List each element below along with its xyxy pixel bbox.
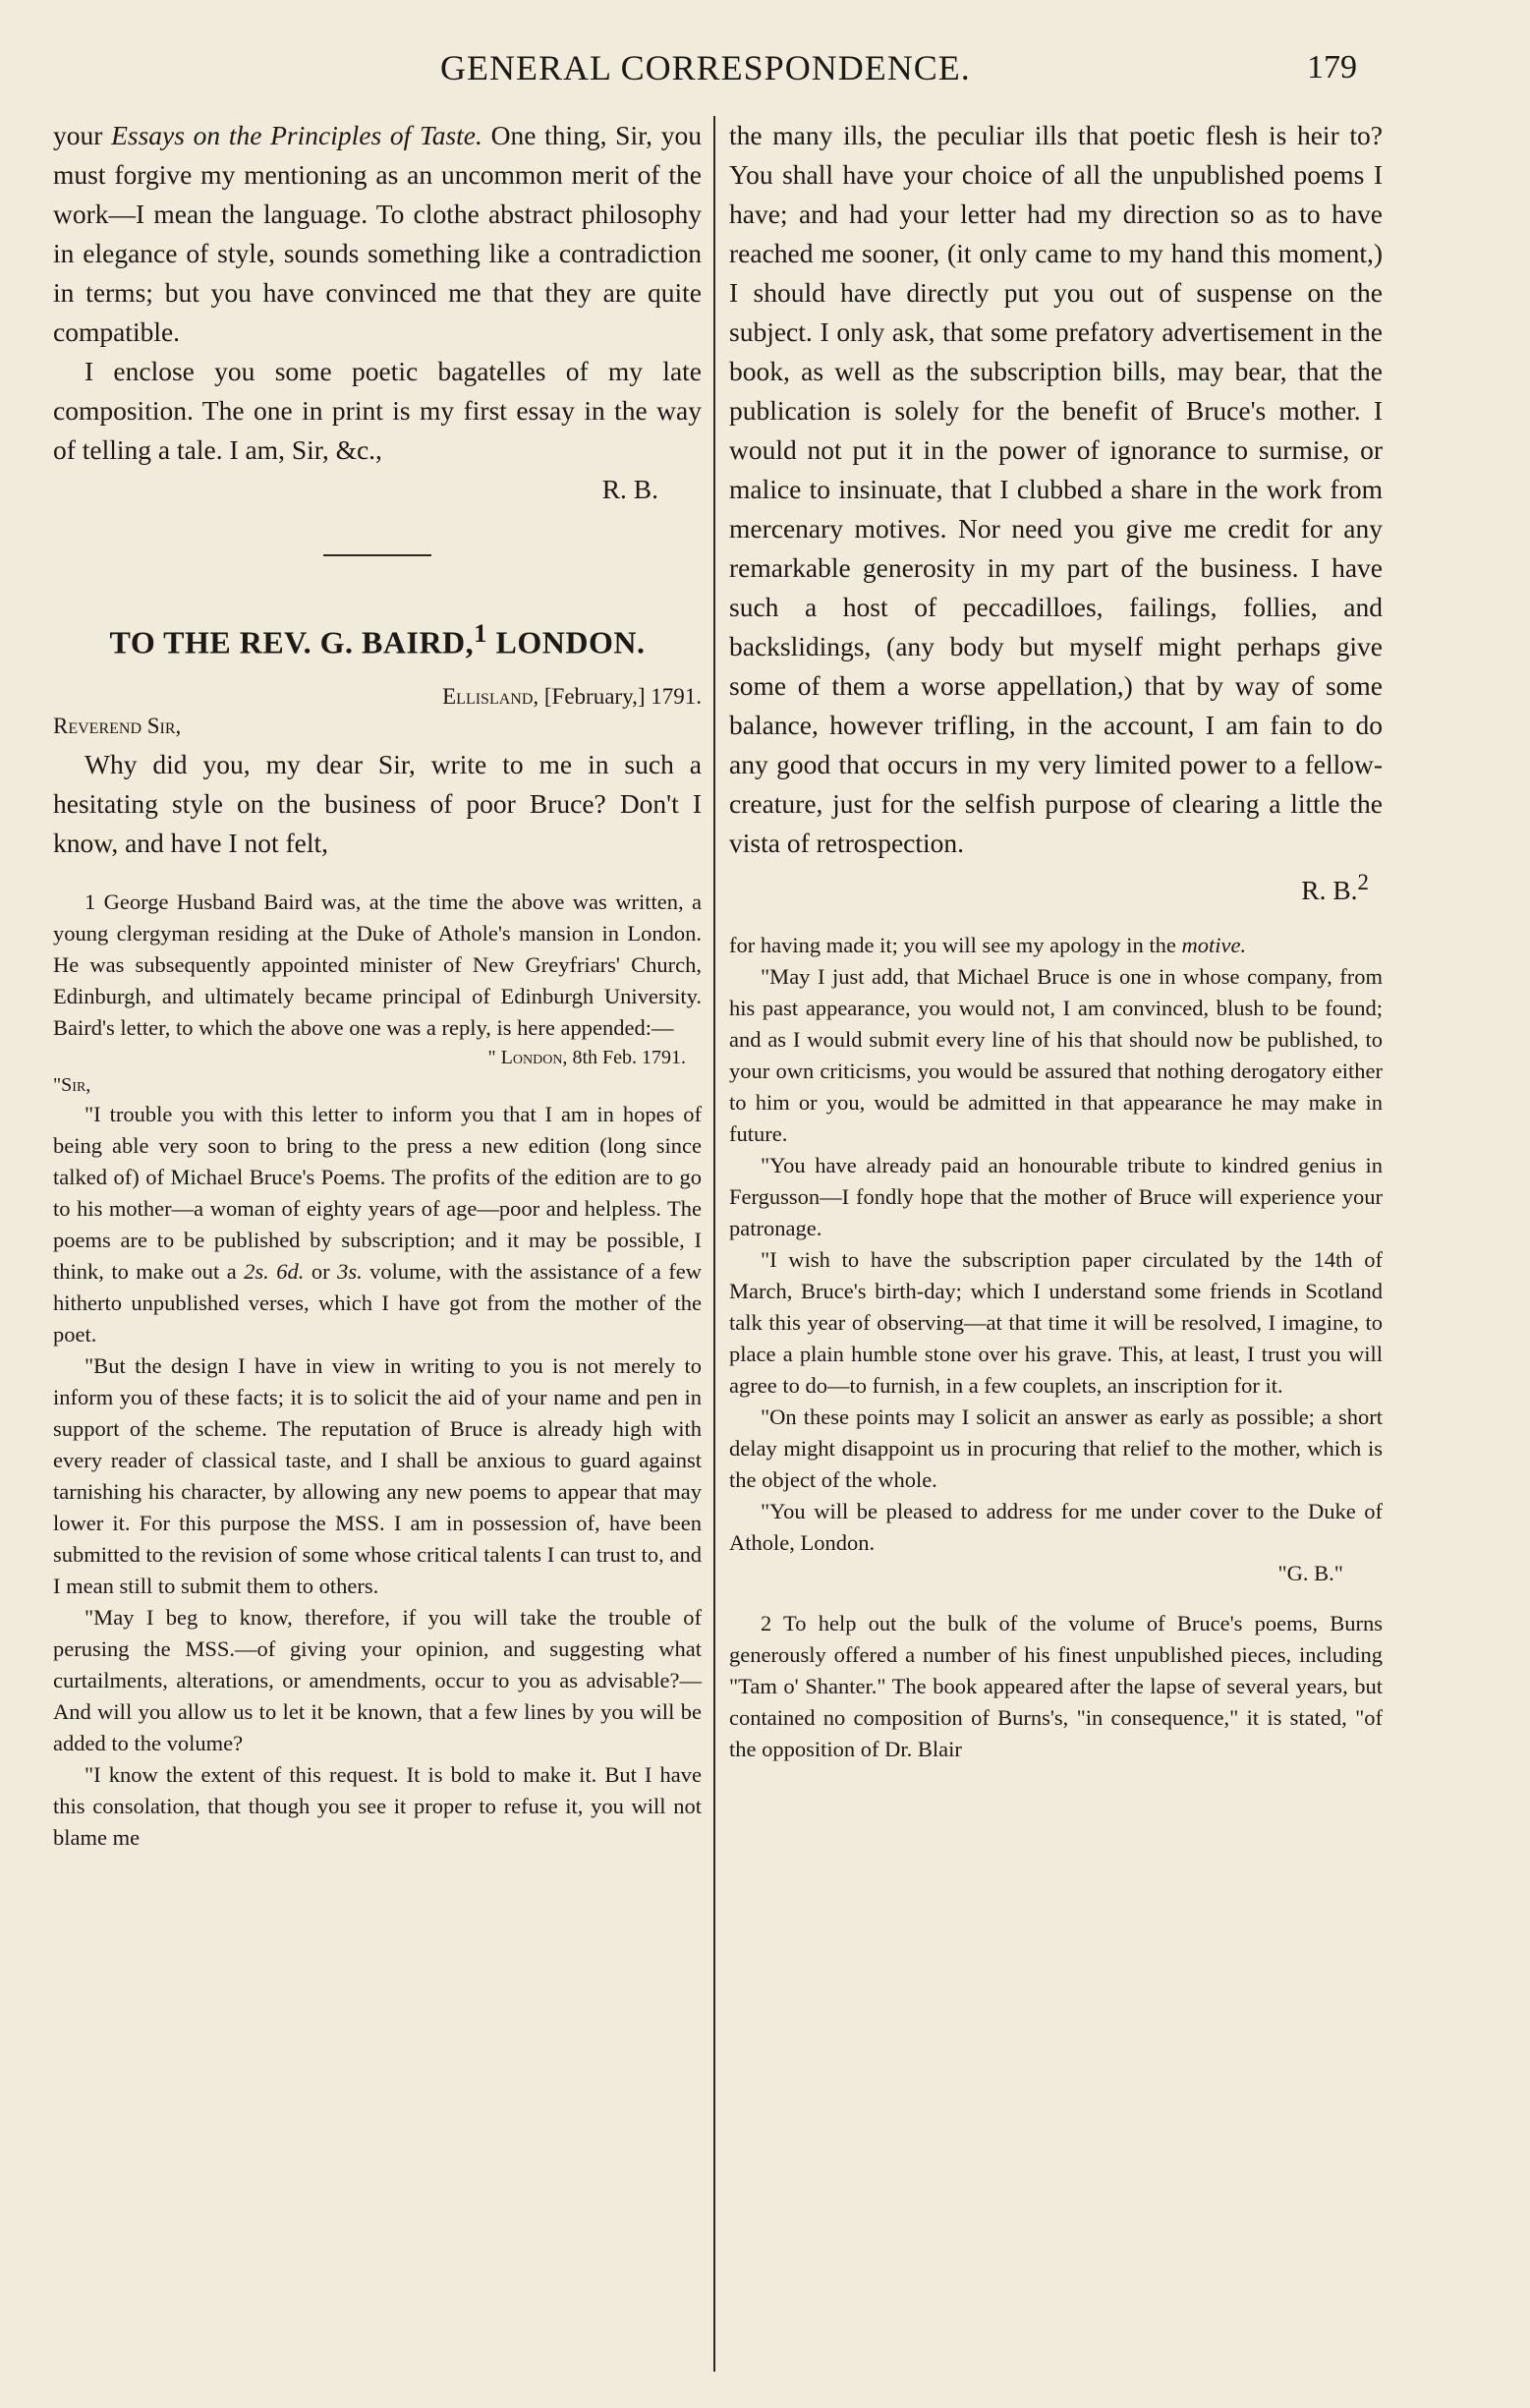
- footnote-2: 2 To help out the bulk of the volume of Bruce's poems, Burns generously offered a number of his finest unpublished pieces, including "Tam o' Shanter." The book appeared after the lapse of several years, but contained no composition of Burns's, "in consequence," it is stated, "of the opposition of Dr. Blair: [729, 1611, 1383, 1762]
- section-separator: [323, 554, 431, 556]
- letter-paragraph: the many ills, the peculiar ills that poetic flesh is heir to? You shall have your choice of all the unpublished poems I have; and had your letter had my direction so as to have reached me sooner, (it only came to my hand this moment,) I should have directly put you out of suspense on the subject. I only ask, that some prefatory advertisement in the book, as well as the subscription bills, may bear, that the publication is solely for the benefit of Bruce's mother. I would not put it in the power of ignorance to surmise, or malice to insinuate, that I clubbed a share in the work from mercenary motives. Nor need you give me credit for any remarkable generosity in my part of the business. I have such a host of peccadilloes, failings, follies, and backslidings, (any body but myself might perhaps give some of them a worse appellation,) that by way of some balance, however trifling, in the account, I am fain to do any good that occurs in my very limited power to a fellow-creature, just for the selfish purpose of clearing a little the vista of retrospection.: [729, 120, 1383, 858]
- footnote-paragraph: "May I beg to know, therefore, if you will take the trouble of perusing the MSS.—of giving your opinion, and suggesting what curtailments, alterations, or amendments, occur to you as advisable?—And will you allow us to let it be known, that a few lines by you will be added to the volume?: [53, 1604, 702, 1755]
- signature: R. B.$^2$: [1301, 870, 1369, 906]
- book-title: Essays on the Principles of Taste.: [111, 120, 482, 150]
- footnote-letter-salutation: "Sir,: [53, 1073, 91, 1096]
- footnote-paragraph: "You will be pleased to address for me under cover to the Duke of Athole, London.: [729, 1499, 1383, 1556]
- footnote-number: 2: [761, 1611, 772, 1636]
- running-header: [0, 47, 1530, 96]
- letter-paragraph: I enclose you some poetic bagatelles of my late composition. The one in print is my first essay in the way of telling a tale. I am, Sir, &c.,: [53, 356, 702, 465]
- footnote-paragraph: "But the design I have in view in writing to you is not merely to inform you of these facts; it is to solicit the aid of your name and pen in support of the scheme. The reputation of Bruce is already high with every reader of classical taste, and I shall be anxious to guard against tarnishing his character, by allowing any new poems to appear that may lower it. For this purpose the MSS. I am in possession of, have been submitted to the revision of some whose critical talents I can trust to, and I mean still to submit them to others.: [53, 1352, 702, 1598]
- footnote-continuation: for having made it; you will see my apology in the motive.: [729, 933, 1247, 958]
- footnote-paragraph: "I wish to have the subscription paper circulated by the 14th of March, Bruce's birth-day; which I understand some friends in Scotland talk this year of observing—at that time it will be resolved, I imagine, to place a plain humble stone over his grave. This, at least, I trust you will agree to do—to furnish, in a few couplets, an inscription for it.: [729, 1247, 1383, 1399]
- footnote-paragraph: "I know the extent of this request. It is bold to make it. But I have this consolation, that though you see it proper to refuse it, you will not blame me: [53, 1761, 702, 1850]
- footnote-marker: 2: [1357, 870, 1369, 894]
- left-column: [53, 116, 702, 1854]
- footnote-marker: 1: [474, 618, 487, 648]
- right-column: [729, 116, 1383, 1765]
- page-number: 179: [1307, 49, 1357, 86]
- footnote-paragraph: "May I just add, that Michael Bruce is one in whose company, from his past appearance, you would not, I am convinced, blush to be found; and as I would submit every line of his that should now be published, to your own criticisms, you would be assured that nothing derogatory either to him or you, would be admitted in that appearance he may make in future.: [729, 964, 1383, 1147]
- letter-salutation: Reverend Sir,: [53, 713, 182, 738]
- footnote-paragraph: "You have already paid an honourable tribute to kindred genius in Fergusson—I fondly hope that the mother of Bruce will experience your patronage.: [729, 1153, 1383, 1241]
- column-divider: [713, 116, 715, 2372]
- signature: R. B.: [601, 474, 658, 504]
- footnote-paragraph: "I trouble you with this letter to inform you that I am in hopes of being able very soon to bring to the press a new edition (long since talked of) of Michael Bruce's Poems. The profits of the edition are to go to his mother—a woman of eighty years of age—poor and helpless. The poems are to be published by subscription; and it may be possible, I think, to make out a 2s. 6d. or 3s. volume, with the assistance of a few hitherto unpublished verses, which I have got from the mother of the poet.: [53, 1101, 702, 1347]
- letter-place-date: Ellisland, [February,] 1791.: [442, 683, 702, 709]
- footnote-1: 1 George Husband Baird was, at the time the above was written, a young clergyman residing at the Duke of Athole's mansion in London. He was subsequently appointed minister of New Greyfriars' Church, Edinburgh, and ultimately became principal of Edinburgh University. Baird's letter, to which the above one was a reply, is here appended:—: [53, 889, 702, 1040]
- letter-heading: TO THE REV. G. BAIRD,$^1$ LONDON.: [109, 618, 646, 660]
- letter-paragraph: your Essays on the Principles of Taste. One thing, Sir, you must forgive my mentioning as an uncommon merit of the work—I mean the language. To clothe abstract philosophy in elegance of style, sounds something like a contradiction in terms; but you have convinced me that they are quite compatible.: [53, 120, 702, 347]
- footnote-letter-date: " London, 8th Feb. 1791.: [487, 1046, 686, 1068]
- footnote-number: 1: [85, 889, 96, 914]
- letter-paragraph: Why did you, my dear Sir, write to me in such a hesitating style on the business of poor Bruce? Don't I know, and have I not felt,: [53, 748, 702, 858]
- footnote-signature: "G. B.": [1277, 1561, 1343, 1586]
- page-header-title: GENERAL CORRESPONDENCE.: [440, 48, 971, 87]
- footnote-paragraph: "On these points may I solicit an answer as early as possible; a short delay might disappoint us in procuring that relief to the mother, which is the object of the whole.: [729, 1405, 1383, 1493]
